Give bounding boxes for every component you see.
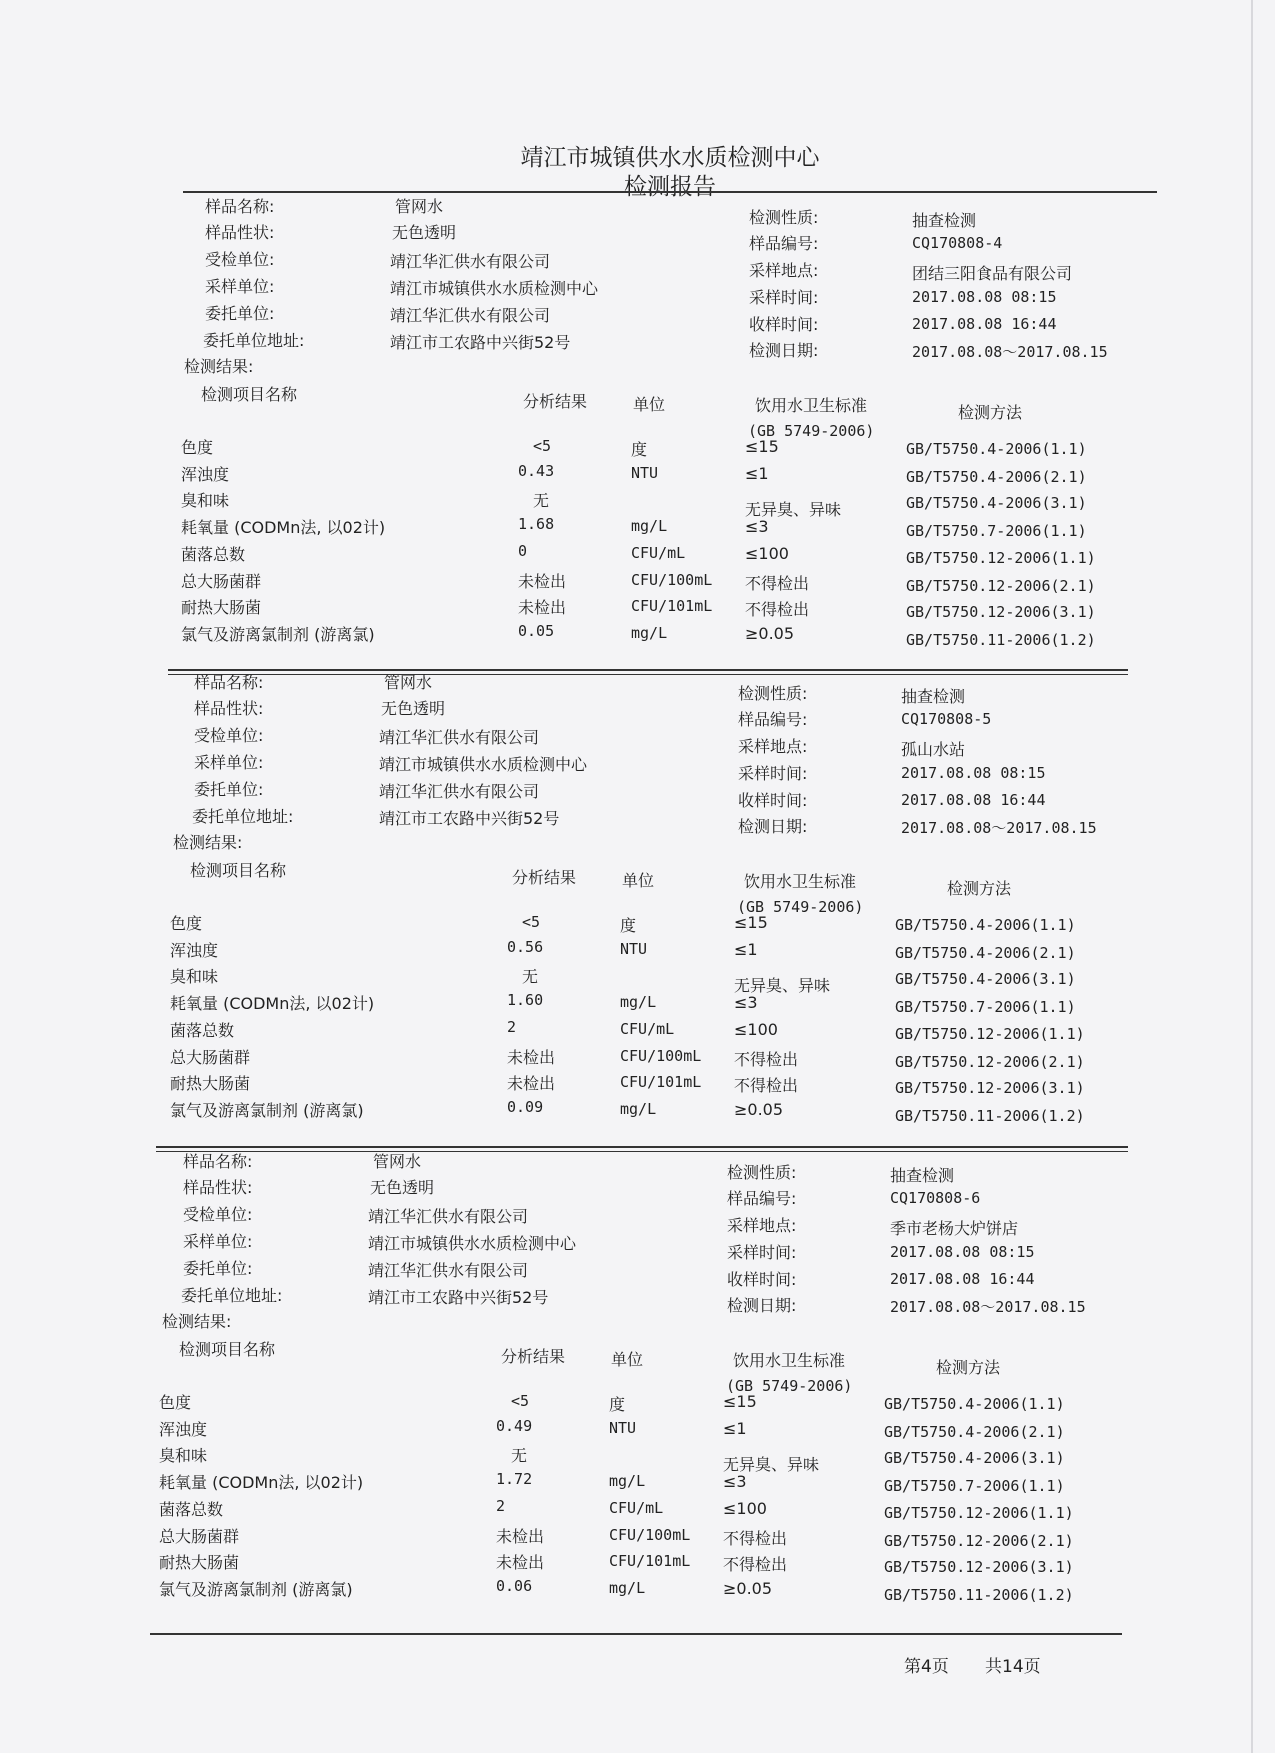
row-result: 0.05 xyxy=(518,622,555,640)
row-result: 0.09 xyxy=(507,1098,544,1116)
row-standard: 不得检出 xyxy=(723,1555,788,1574)
table-row xyxy=(0,1417,1253,1443)
sample-property-label: 样品性状: xyxy=(205,223,275,242)
sampling-time-value: 2017.08.08 08:15 xyxy=(901,764,1046,782)
row-standard: ≤3 xyxy=(723,1472,747,1491)
client-address-value: 靖江市工农路中兴街52号 xyxy=(379,809,560,828)
table-row xyxy=(0,515,1275,541)
sampling-place-label: 采样地点: xyxy=(738,737,808,756)
client-address-label: 委托单位地址: xyxy=(203,331,305,350)
row-method: GB/T5750.4-2006(2.1) xyxy=(906,468,1087,486)
row-result: 未检出 xyxy=(518,572,567,591)
row-standard: 无异臭、异味 xyxy=(723,1455,820,1474)
test-nature-label: 检测性质: xyxy=(727,1163,797,1182)
col-header-standard: 饮用水卫生标准 xyxy=(744,872,857,891)
bottom-rule xyxy=(150,1633,1122,1635)
sampling-unit-label: 采样单位: xyxy=(183,1232,253,1251)
table-row xyxy=(0,1550,1253,1576)
page-number: 第4页 xyxy=(904,1657,949,1677)
test-date-value: 2017.08.08～2017.08.15 xyxy=(912,343,1108,361)
row-item: 耐热大肠菌 xyxy=(170,1074,251,1093)
col-header-result: 分析结果 xyxy=(512,868,577,887)
row-method: GB/T5750.11-2006(1.2) xyxy=(895,1107,1085,1125)
row-method: GB/T5750.12-2006(3.1) xyxy=(884,1558,1074,1576)
row-result: 未检出 xyxy=(507,1048,556,1067)
sample-property-value: 无色透明 xyxy=(381,699,446,718)
sample-no-value: CQ170808-4 xyxy=(912,234,1003,252)
receiving-time-label: 收样时间: xyxy=(738,791,808,810)
row-unit: CFU/101mL xyxy=(620,1073,702,1091)
test-date-label: 检测日期: xyxy=(749,341,819,360)
row-standard: 无异臭、异味 xyxy=(745,500,842,519)
row-method: GB/T5750.4-2006(3.1) xyxy=(906,494,1087,512)
sample-property-label: 样品性状: xyxy=(183,1178,253,1197)
sampling-time-label: 采样时间: xyxy=(749,288,819,307)
table-row xyxy=(0,1443,1253,1474)
row-result: <5 xyxy=(511,1392,530,1410)
row-standard: ≥0.05 xyxy=(745,624,795,643)
results-heading: 检测结果: xyxy=(162,1312,232,1331)
sampling-unit-label: 采样单位: xyxy=(205,277,275,296)
page-total: 共14页 xyxy=(985,1657,1041,1677)
row-method: GB/T5750.12-2006(3.1) xyxy=(895,1079,1085,1097)
row-unit: mg/L xyxy=(620,993,657,1011)
row-unit: 度 xyxy=(609,1395,626,1414)
row-result: 未检出 xyxy=(496,1553,545,1572)
row-result: 0 xyxy=(518,542,528,560)
row-unit: 度 xyxy=(631,440,648,459)
row-item: 色度 xyxy=(159,1393,192,1412)
sampling-unit-value: 靖江市城镇供水水质检测中心 xyxy=(379,755,588,774)
sample-name-label: 样品名称: xyxy=(194,673,264,692)
row-unit: CFU/100mL xyxy=(631,571,713,589)
client-address-label: 委托单位地址: xyxy=(192,807,294,826)
row-unit: mg/L xyxy=(631,624,668,642)
table-row xyxy=(0,1524,1253,1550)
row-method: GB/T5750.11-2006(1.2) xyxy=(906,631,1096,649)
row-item: 氯气及游离氯制剂 (游离氯) xyxy=(170,1101,364,1120)
row-item: 总大肠菌群 xyxy=(170,1048,251,1067)
row-method: GB/T5750.12-2006(1.1) xyxy=(884,1504,1074,1522)
row-item: 菌落总数 xyxy=(170,1021,235,1040)
test-nature-value: 抽查检测 xyxy=(890,1166,955,1185)
table-row xyxy=(0,1098,1264,1124)
row-result: 未检出 xyxy=(507,1074,556,1093)
row-unit: CFU/mL xyxy=(609,1499,664,1517)
row-item: 色度 xyxy=(170,914,203,933)
client-address-value: 靖江市工农路中兴街52号 xyxy=(368,1288,549,1307)
row-method: GB/T5750.12-2006(2.1) xyxy=(884,1532,1074,1550)
row-method: GB/T5750.12-2006(2.1) xyxy=(906,577,1096,595)
receiving-time-value: 2017.08.08 16:44 xyxy=(890,1270,1035,1288)
row-standard: 不得检出 xyxy=(745,574,810,593)
row-unit: mg/L xyxy=(609,1472,646,1490)
table-row xyxy=(0,435,1275,461)
sample-no-value: CQ170808-5 xyxy=(901,710,992,728)
row-unit: NTU xyxy=(609,1419,637,1437)
sample-name-value: 管网水 xyxy=(395,197,444,216)
row-result: 无 xyxy=(522,967,539,986)
sampling-time-label: 采样时间: xyxy=(738,764,808,783)
row-standard: ≤1 xyxy=(734,940,758,959)
sample-name-value: 管网水 xyxy=(384,673,433,692)
row-result: 未检出 xyxy=(496,1527,545,1546)
sample-property-value: 无色透明 xyxy=(392,223,457,242)
sample-section-2 xyxy=(0,668,1264,1148)
col-header-item: 检测项目名称 xyxy=(190,861,287,880)
sample-no-label: 样品编号: xyxy=(738,710,808,729)
row-standard: ≤3 xyxy=(734,993,758,1012)
col-header-result: 分析结果 xyxy=(501,1347,566,1366)
row-standard: 不得检出 xyxy=(734,1050,799,1069)
sampling-unit-label: 采样单位: xyxy=(194,753,264,772)
row-standard: ≤15 xyxy=(745,437,779,456)
row-result: 1.72 xyxy=(496,1470,533,1488)
table-row xyxy=(0,1045,1264,1071)
col-header-unit: 单位 xyxy=(622,871,655,890)
row-result: 未检出 xyxy=(518,598,567,617)
receiving-time-label: 收样时间: xyxy=(749,315,819,334)
client-unit-label: 委托单位: xyxy=(194,780,264,799)
table-row xyxy=(0,938,1264,964)
row-result: 0.43 xyxy=(518,462,555,480)
inspected-unit-value: 靖江华汇供水有限公司 xyxy=(390,252,551,271)
client-address-value: 靖江市工农路中兴街52号 xyxy=(390,333,571,352)
col-header-standard-code: (GB 5749-2006) xyxy=(737,898,864,916)
receiving-time-value: 2017.08.08 16:44 xyxy=(912,315,1057,333)
sampling-unit-value: 靖江市城镇供水水质检测中心 xyxy=(368,1234,577,1253)
table-row xyxy=(0,964,1264,995)
row-method: GB/T5750.4-2006(1.1) xyxy=(884,1395,1065,1413)
row-item: 总大肠菌群 xyxy=(181,572,262,591)
sampling-place-value: 季市老杨大炉饼店 xyxy=(890,1219,1019,1238)
row-standard: ≤100 xyxy=(734,1020,778,1039)
test-date-label: 检测日期: xyxy=(727,1296,797,1315)
row-method: GB/T5750.12-2006(1.1) xyxy=(906,549,1096,567)
row-item: 耗氧量 (CODMn法, 以02计) xyxy=(159,1473,364,1492)
table-row xyxy=(0,569,1275,595)
row-unit: mg/L xyxy=(631,517,668,535)
col-header-unit: 单位 xyxy=(633,395,666,414)
row-method: GB/T5750.12-2006(1.1) xyxy=(895,1025,1085,1043)
table-row xyxy=(0,1390,1253,1416)
sample-name-value: 管网水 xyxy=(373,1152,422,1171)
sampling-place-label: 采样地点: xyxy=(727,1216,797,1235)
row-result: <5 xyxy=(522,913,541,931)
test-date-label: 检测日期: xyxy=(738,817,808,836)
col-header-item: 检测项目名称 xyxy=(201,385,298,404)
col-header-method: 检测方法 xyxy=(947,879,1012,898)
table-row xyxy=(0,1470,1253,1496)
row-unit: CFU/100mL xyxy=(609,1526,691,1544)
row-unit: CFU/101mL xyxy=(609,1552,691,1570)
row-standard: 不得检出 xyxy=(745,600,810,619)
test-nature-label: 检测性质: xyxy=(738,684,808,703)
client-unit-value: 靖江华汇供水有限公司 xyxy=(390,306,551,325)
row-item: 耐热大肠菌 xyxy=(159,1553,240,1572)
row-result: 1.60 xyxy=(507,991,544,1009)
col-header-method: 检测方法 xyxy=(936,1358,1001,1377)
test-nature-value: 抽查检测 xyxy=(901,687,966,706)
table-row xyxy=(0,991,1264,1017)
sampling-place-value: 孤山水站 xyxy=(901,740,966,759)
test-nature-value: 抽查检测 xyxy=(912,211,977,230)
test-date-value: 2017.08.08～2017.08.15 xyxy=(890,1298,1086,1316)
row-method: GB/T5750.4-2006(1.1) xyxy=(906,440,1087,458)
col-header-method: 检测方法 xyxy=(958,403,1023,422)
col-header-item: 检测项目名称 xyxy=(179,1340,276,1359)
sample-no-value: CQ170808-6 xyxy=(890,1189,981,1207)
table-row xyxy=(0,1071,1264,1097)
table-row xyxy=(0,462,1275,488)
sampling-place-value: 团结三阳食品有限公司 xyxy=(912,264,1073,283)
row-method: GB/T5750.4-2006(3.1) xyxy=(884,1449,1065,1467)
sample-property-value: 无色透明 xyxy=(370,1178,435,1197)
row-standard: ≤1 xyxy=(745,464,769,483)
row-result: 2 xyxy=(507,1018,517,1036)
row-item: 浑浊度 xyxy=(181,465,230,484)
col-header-unit: 单位 xyxy=(611,1350,644,1369)
row-item: 总大肠菌群 xyxy=(159,1527,240,1546)
sample-property-label: 样品性状: xyxy=(194,699,264,718)
row-unit: CFU/mL xyxy=(631,544,686,562)
row-standard: ≤100 xyxy=(745,544,789,563)
row-result: 0.06 xyxy=(496,1577,533,1595)
row-item: 色度 xyxy=(181,438,214,457)
table-row xyxy=(0,1018,1264,1044)
row-unit: mg/L xyxy=(620,1100,657,1118)
row-result: <5 xyxy=(533,437,552,455)
row-result: 2 xyxy=(496,1497,506,1515)
receiving-time-label: 收样时间: xyxy=(727,1270,797,1289)
row-unit: NTU xyxy=(631,464,659,482)
row-unit: mg/L xyxy=(609,1579,646,1597)
row-standard: ≤3 xyxy=(745,517,769,536)
row-method: GB/T5750.4-2006(3.1) xyxy=(895,970,1076,988)
row-standard: ≤100 xyxy=(723,1499,767,1518)
row-result: 1.68 xyxy=(518,515,555,533)
row-standard: ≤15 xyxy=(723,1392,757,1411)
sample-name-label: 样品名称: xyxy=(183,1152,253,1171)
sample-section-3 xyxy=(0,1147,1253,1627)
row-result: 0.56 xyxy=(507,938,544,956)
row-standard: ≥0.05 xyxy=(723,1579,773,1598)
row-unit: CFU/100mL xyxy=(620,1047,702,1065)
row-item: 耐热大肠菌 xyxy=(181,598,262,617)
results-heading: 检测结果: xyxy=(184,357,254,376)
table-row xyxy=(0,622,1275,648)
inspected-unit-label: 受检单位: xyxy=(183,1205,253,1224)
sample-section-1 xyxy=(0,192,1275,672)
row-standard: ≥0.05 xyxy=(734,1100,784,1119)
col-header-standard: 饮用水卫生标准 xyxy=(755,396,868,415)
client-unit-label: 委托单位: xyxy=(183,1259,253,1278)
sampling-unit-value: 靖江市城镇供水水质检测中心 xyxy=(390,279,599,298)
results-heading: 检测结果: xyxy=(173,833,243,852)
sample-name-label: 样品名称: xyxy=(205,197,275,216)
row-item: 耗氧量 (CODMn法, 以02计) xyxy=(170,994,375,1013)
inspected-unit-value: 靖江华汇供水有限公司 xyxy=(379,728,540,747)
row-standard: 不得检出 xyxy=(734,1076,799,1095)
table-row xyxy=(0,1577,1253,1603)
col-header-standard: 饮用水卫生标准 xyxy=(733,1351,846,1370)
row-result: 无 xyxy=(511,1446,528,1465)
sampling-place-label: 采样地点: xyxy=(749,261,819,280)
table-row xyxy=(0,488,1275,519)
report-title: 检测报告 xyxy=(624,174,716,200)
inspected-unit-value: 靖江华汇供水有限公司 xyxy=(368,1207,529,1226)
row-method: GB/T5750.11-2006(1.2) xyxy=(884,1586,1074,1604)
row-standard: 无异臭、异味 xyxy=(734,976,831,995)
row-standard: ≤15 xyxy=(734,913,768,932)
client-unit-label: 委托单位: xyxy=(205,304,275,323)
row-unit: NTU xyxy=(620,940,648,958)
col-header-result: 分析结果 xyxy=(523,392,588,411)
client-unit-value: 靖江华汇供水有限公司 xyxy=(368,1261,529,1280)
test-nature-label: 检测性质: xyxy=(749,208,819,227)
row-method: GB/T5750.4-2006(2.1) xyxy=(884,1423,1065,1441)
row-item: 臭和味 xyxy=(181,491,230,510)
sample-no-label: 样品编号: xyxy=(727,1189,797,1208)
col-header-standard-code: (GB 5749-2006) xyxy=(726,1377,853,1395)
row-item: 菌落总数 xyxy=(181,545,246,564)
sampling-time-value: 2017.08.08 08:15 xyxy=(912,288,1057,306)
row-item: 菌落总数 xyxy=(159,1500,224,1519)
row-result: 无 xyxy=(533,491,550,510)
row-item: 氯气及游离氯制剂 (游离氯) xyxy=(159,1580,353,1599)
row-method: GB/T5750.7-2006(1.1) xyxy=(906,522,1087,540)
row-standard: ≤1 xyxy=(723,1419,747,1438)
row-method: GB/T5750.7-2006(1.1) xyxy=(884,1477,1065,1495)
receiving-time-value: 2017.08.08 16:44 xyxy=(901,791,1046,809)
client-address-label: 委托单位地址: xyxy=(181,1286,283,1305)
table-row xyxy=(0,1497,1253,1523)
table-row xyxy=(0,595,1275,621)
row-item: 氯气及游离氯制剂 (游离氯) xyxy=(181,625,375,644)
test-date-value: 2017.08.08～2017.08.15 xyxy=(901,819,1097,837)
row-item: 浑浊度 xyxy=(159,1420,208,1439)
table-row xyxy=(0,542,1275,568)
row-unit: CFU/101mL xyxy=(631,597,713,615)
row-method: GB/T5750.7-2006(1.1) xyxy=(895,998,1076,1016)
row-unit: 度 xyxy=(620,916,637,935)
inspected-unit-label: 受检单位: xyxy=(194,726,264,745)
row-standard: 不得检出 xyxy=(723,1529,788,1548)
col-header-standard-code: (GB 5749-2006) xyxy=(748,422,875,440)
table-row xyxy=(0,911,1264,937)
row-item: 浑浊度 xyxy=(170,941,219,960)
row-item: 耗氧量 (CODMn法, 以02计) xyxy=(181,518,386,537)
sampling-time-label: 采样时间: xyxy=(727,1243,797,1262)
row-item: 臭和味 xyxy=(159,1446,208,1465)
row-unit: CFU/mL xyxy=(620,1020,675,1038)
row-method: GB/T5750.12-2006(3.1) xyxy=(906,603,1096,621)
row-method: GB/T5750.12-2006(2.1) xyxy=(895,1053,1085,1071)
row-result: 0.49 xyxy=(496,1417,533,1435)
row-method: GB/T5750.4-2006(2.1) xyxy=(895,944,1076,962)
sampling-time-value: 2017.08.08 08:15 xyxy=(890,1243,1035,1261)
inspected-unit-label: 受检单位: xyxy=(205,250,275,269)
client-unit-value: 靖江华汇供水有限公司 xyxy=(379,782,540,801)
sample-no-label: 样品编号: xyxy=(749,234,819,253)
report-org-title: 靖江市城镇供水水质检测中心 xyxy=(520,145,820,171)
row-item: 臭和味 xyxy=(170,967,219,986)
row-method: GB/T5750.4-2006(1.1) xyxy=(895,916,1076,934)
